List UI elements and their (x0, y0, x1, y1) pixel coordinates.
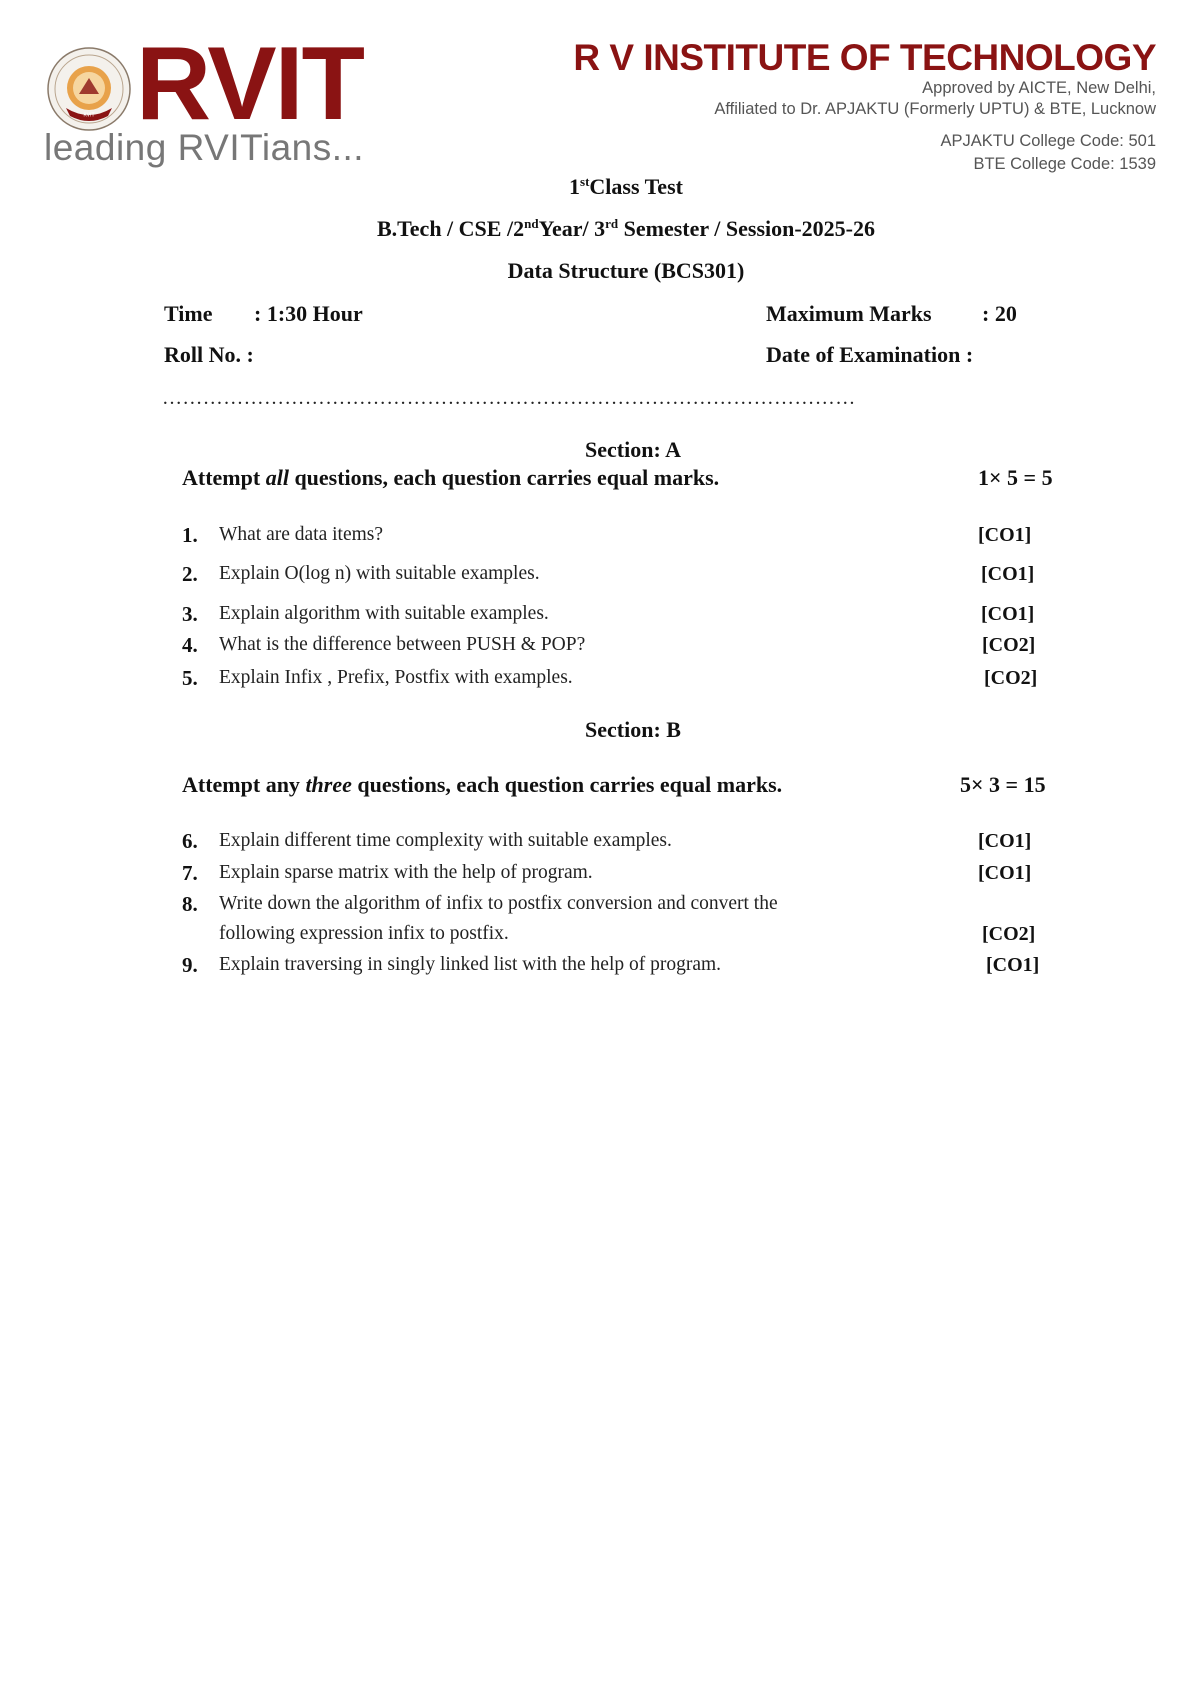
question-number: 4. (182, 633, 198, 657)
time-value: : 1:30 Hour (254, 301, 363, 326)
svg-text:RVIT: RVIT (83, 112, 95, 119)
question-text: Explain sparse matrix with the help of program. (219, 862, 593, 883)
question-text: Explain traversing in singly linked list with the help of program. (219, 954, 722, 975)
question-text: Explain Infix , Prefix, Postfix with examples. (219, 667, 573, 688)
question-number: 6. (182, 829, 198, 853)
course-outcome: [CO1] (981, 563, 1035, 585)
test-title: 1stClass Test (569, 174, 683, 199)
institute-emblem (46, 46, 132, 132)
course-outcome: [CO1] (981, 603, 1035, 625)
question-text: Explain O(log n) with suitable examples. (219, 563, 540, 584)
subject-title: Data Structure (BCS301) (507, 258, 745, 283)
question-text: Explain algorithm with suitable examples. (219, 603, 549, 624)
question-number: 9. (182, 953, 198, 977)
bte-code: BTE College Code: 1539 (973, 155, 1156, 173)
course-outcome: [CO2] (984, 667, 1038, 689)
course-outcome: [CO1] (978, 524, 1032, 546)
question-number: 3. (182, 602, 198, 626)
section-b-marks: 5× 3 = 15 (960, 772, 1046, 797)
time-label: Time (164, 301, 213, 326)
max-marks-label: Maximum Marks (766, 301, 932, 326)
question-number: 8. (182, 892, 198, 916)
course-outcome: [CO2] (982, 634, 1036, 656)
roll-number-label: Roll No. : (164, 342, 254, 367)
institute-name: R V INSTITUTE OF TECHNOLOGY (573, 37, 1156, 78)
max-marks-value: : 20 (982, 301, 1017, 326)
question-number: 2. (182, 562, 198, 586)
course-outcome: [CO1] (978, 830, 1032, 852)
course-outcome: [CO1] (986, 954, 1040, 976)
approval-line: Approved by AICTE, New Delhi, (922, 79, 1156, 97)
question-text: Write down the algorithm of infix to postfix conversion and convert the (219, 893, 778, 914)
section-b-instructions: Attempt any three questions, each question carries equal marks. (182, 772, 783, 797)
apjaktu-code: APJAKTU College Code: 501 (940, 132, 1156, 150)
logo-tagline: leading RVITians... (44, 127, 365, 168)
course-outcome: [CO1] (978, 862, 1032, 884)
course-outcome: [CO2] (982, 923, 1036, 945)
question-number: 5. (182, 666, 198, 690)
question-text-continued: following expression infix to postfix. (219, 923, 509, 944)
section-a-marks: 1× 5 = 5 (978, 465, 1053, 490)
question-text: What are data items? (219, 524, 384, 545)
rvit-logo-text: RVIT (136, 26, 364, 142)
separator-dots: ………………………………………………………………………………………… (162, 387, 856, 409)
question-number: 7. (182, 861, 198, 885)
affiliation-line: Affiliated to Dr. APJAKTU (Formerly UPTU) & BTE, Lucknow (714, 100, 1156, 118)
section-a-instructions: Attempt all questions, each question carries equal marks. (182, 465, 720, 490)
course-line: B.Tech / CSE /2ndYear/ 3rd Semester / Session-2025-26 (376, 216, 876, 241)
section-b-title: Section: B (585, 717, 681, 742)
exam-date-label: Date of Examination : (766, 342, 974, 367)
question-text: What is the difference between PUSH & POP? (219, 634, 586, 655)
question-number: 1. (182, 523, 198, 547)
section-a-title: Section: A (585, 437, 681, 462)
question-text: Explain different time complexity with suitable examples. (219, 830, 672, 851)
